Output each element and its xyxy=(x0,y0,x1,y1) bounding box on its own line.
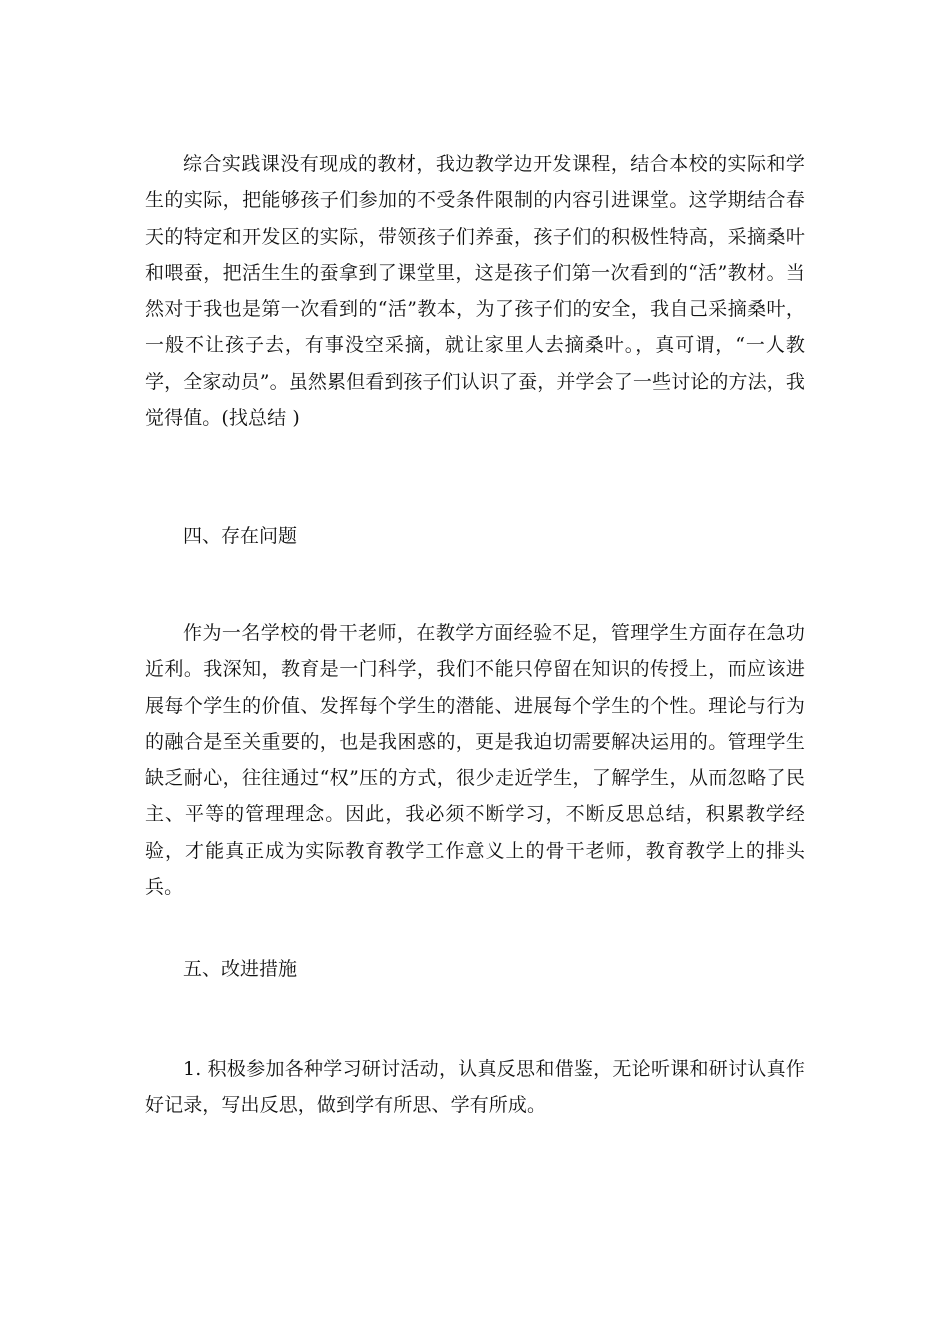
heading-improvement-measures: 五、改进措施 xyxy=(183,958,298,980)
paragraph-practice-course: 综合实践课没有现成的教材，我边教学边开发课程，结合本校的实际和学生的实际，把能够孩子们参加的不受条件限制的内容引进课堂。这学期结合春天的特定和开发区的实际，带领孩子们养蚕，孩子们的积极性特高，采摘桑叶和喂蚕，把活生生的蚕拿到了课堂里，这是孩子们第一次看到的“活”教材。当然对于我也是第一次看到的“活”教本，为了孩子们的安全，我自己采摘桑叶，一般不让孩子去，有事没空采摘，就让家里人去摘桑叶。，真可谓，“一人教学，全家动员”。虽然累但看到孩子们认识了蚕，并学会了一些讨论的方法，我觉得值。(找总结 ) xyxy=(145,153,805,430)
heading-existing-problems: 四、存在问题 xyxy=(183,525,298,547)
paragraph-problems: 作为一名学校的骨干老师，在教学方面经验不足，管理学生方面存在急功近利。我深知，教育是一门科学，我们不能只停留在知识的传授上，而应该进展每个学生的价值、发挥每个学生的潜能、进展每个学生的个性。理论与行为的融合是至关重要的，也是我困惑的，更是我迫切需要解决运用的。管理学生缺乏耐心，往往通过“权”压的方式，很少走近学生，了解学生，从而忽略了民主、平等的管理理念。因此，我必须不断学习，不断反思总结，积累教学经验，才能真正成为实际教育教学工作意义上的骨干老师，教育教学上的排头兵。 xyxy=(145,622,805,899)
paragraph-measure-1: 1. 积极参加各种学习研讨活动，认真反思和借鉴，无论听课和研讨认真作好记录，写出反思，做到学有所思、学有所成。 xyxy=(145,1058,805,1117)
